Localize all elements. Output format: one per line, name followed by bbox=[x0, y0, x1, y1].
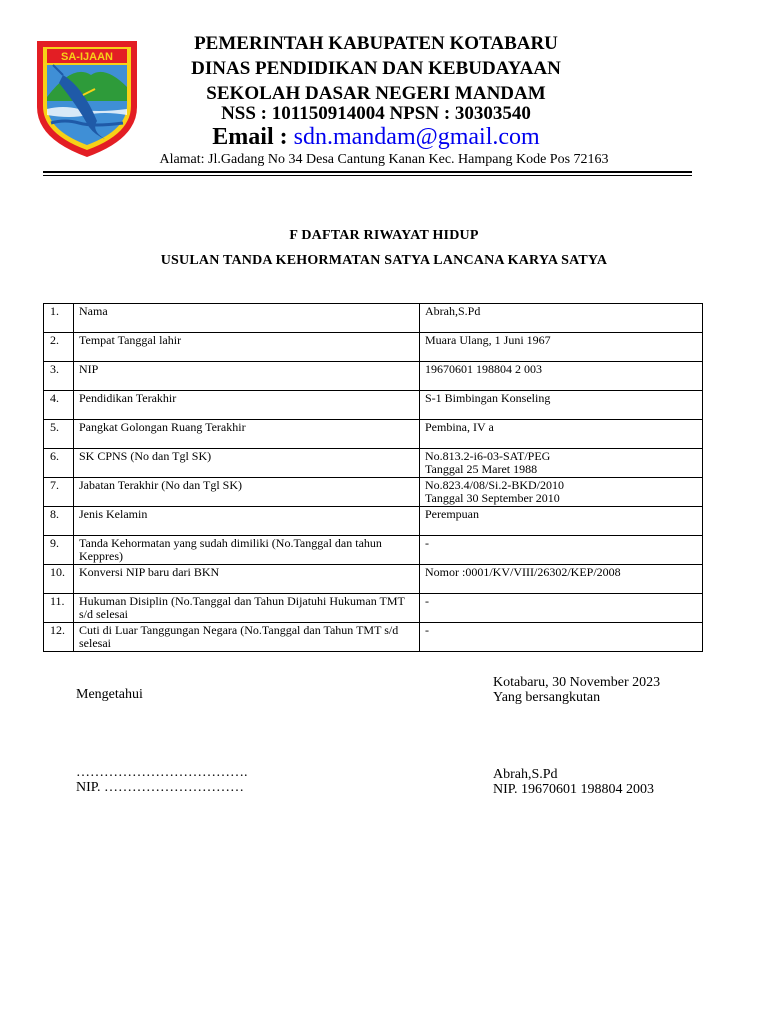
row-number: 7. bbox=[44, 478, 74, 507]
sign-role-right: Yang bersangkutan bbox=[493, 690, 601, 705]
sign-name-right: Abrah,S.Pd bbox=[493, 767, 558, 782]
table-row bbox=[44, 565, 703, 594]
row-label: Jenis Kelamin bbox=[74, 507, 420, 536]
table-row bbox=[44, 420, 703, 449]
row-label: Cuti di Luar Tanggungan Negara (No.Tanggal dan Tahun TMT s/d selesai bbox=[74, 623, 420, 652]
row-number: 1. bbox=[44, 304, 74, 333]
row-value: Abrah,S.Pd bbox=[420, 304, 703, 333]
document-subtitle: USULAN TANDA KEHORMATAN SATYA LANCANA KARYA SATYA bbox=[160, 253, 608, 268]
row-number: 11. bbox=[44, 594, 74, 623]
row-number: 8. bbox=[44, 507, 74, 536]
row-label: SK CPNS (No dan Tgl SK) bbox=[74, 449, 420, 478]
sign-name-left: ………………………………. bbox=[76, 765, 248, 780]
table-row bbox=[44, 594, 703, 623]
row-value: Pembina, IV a bbox=[420, 420, 703, 449]
row-number: 12. bbox=[44, 623, 74, 652]
sk-date: Tanggal 25 Maret 1988 bbox=[425, 462, 538, 476]
row-value bbox=[420, 449, 703, 478]
row-number: 3. bbox=[44, 362, 74, 391]
row-number: 4. bbox=[44, 391, 74, 420]
sk-date: Tanggal 30 September 2010 bbox=[425, 491, 560, 505]
sign-place-date: Kotabaru, 30 November 2023 bbox=[493, 675, 661, 690]
row-label: NIP bbox=[74, 362, 420, 391]
row-label: Hukuman Disiplin (No.Tanggal dan Tahun Dijatuhi Hukuman TMT s/d selesai bbox=[74, 594, 420, 623]
email-label: Email : bbox=[212, 124, 288, 150]
row-label: Jabatan Terakhir (No dan Tgl SK) bbox=[74, 478, 420, 507]
table-row bbox=[44, 362, 703, 391]
nss-npsn: NSS : 101150914004 NPSN : 30303540 bbox=[221, 103, 531, 124]
email-link[interactable]: sdn.mandam@gmail.com bbox=[293, 124, 540, 150]
regency-logo-icon bbox=[33, 35, 141, 159]
row-label: Tanda Kehormatan yang sudah dimiliki (No.Tanggal dan tahun Keppres) bbox=[74, 536, 420, 565]
biodata-table bbox=[43, 303, 703, 652]
row-value: S-1 Bimbingan Konseling bbox=[420, 391, 703, 420]
row-number: 9. bbox=[44, 536, 74, 565]
header-divider-thick bbox=[43, 171, 692, 173]
row-label: Konversi NIP baru dari BKN bbox=[74, 565, 420, 594]
table-row bbox=[44, 507, 703, 536]
sign-nip-right: NIP. 19670601 198804 2003 bbox=[493, 782, 655, 797]
row-number: 2. bbox=[44, 333, 74, 362]
row-number: 6. bbox=[44, 449, 74, 478]
department-name: DINAS PENDIDIKAN DAN KEBUDAYAAN bbox=[191, 58, 561, 79]
logo-banner-text: SA-IJAAN bbox=[61, 51, 113, 63]
row-value: Perempuan bbox=[420, 507, 703, 536]
row-value: Nomor :0001/KV/VIII/26302/KEP/2008 bbox=[420, 565, 703, 594]
table-row bbox=[44, 391, 703, 420]
table-row bbox=[44, 304, 703, 333]
header-divider-thin bbox=[43, 175, 692, 176]
document-title: F DAFTAR RIWAYAT HIDUP bbox=[289, 228, 479, 243]
row-label: Pangkat Golongan Ruang Terakhir bbox=[74, 420, 420, 449]
table-row bbox=[44, 449, 703, 478]
row-label: Pendidikan Terakhir bbox=[74, 391, 420, 420]
school-address: Alamat: Jl.Gadang No 34 Desa Cantung Kanan Kec. Hampang Kode Pos 72163 bbox=[159, 152, 609, 167]
row-label: Tempat Tanggal lahir bbox=[74, 333, 420, 362]
school-name: SEKOLAH DASAR NEGERI MANDAM bbox=[206, 83, 546, 104]
table-row bbox=[44, 478, 703, 507]
row-value: - bbox=[420, 536, 703, 565]
row-value bbox=[420, 478, 703, 507]
row-value: Muara Ulang, 1 Juni 1967 bbox=[420, 333, 703, 362]
email-line bbox=[150, 124, 602, 151]
row-number: 10. bbox=[44, 565, 74, 594]
row-label: Nama bbox=[74, 304, 420, 333]
row-value: - bbox=[420, 594, 703, 623]
row-number: 5. bbox=[44, 420, 74, 449]
sk-number: No.813.2-i6-03-SAT/PEG bbox=[425, 449, 551, 463]
table-row bbox=[44, 333, 703, 362]
sign-role-left: Mengetahui bbox=[76, 687, 143, 702]
row-value: - bbox=[420, 623, 703, 652]
sign-nip-left: NIP. ………………………… bbox=[76, 780, 245, 795]
table-row bbox=[44, 536, 703, 565]
government-name: PEMERINTAH KABUPATEN KOTABARU bbox=[194, 33, 558, 54]
sk-number: No.823.4/08/Si.2-BKD/2010 bbox=[425, 478, 565, 492]
row-value: 19670601 198804 2 003 bbox=[420, 362, 703, 391]
table-row bbox=[44, 623, 703, 652]
